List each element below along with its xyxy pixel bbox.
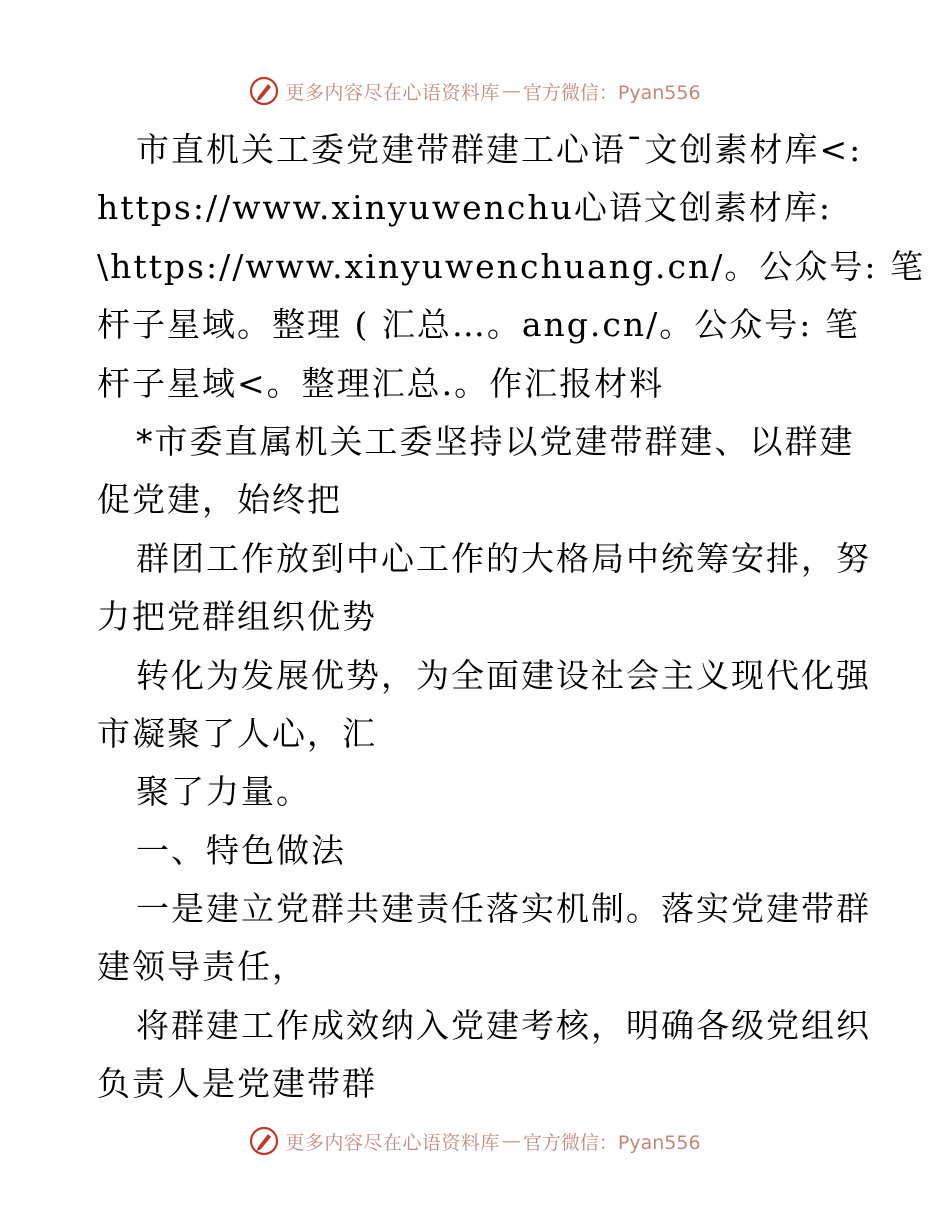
watermark-contact: 官方微信：Pyan556	[522, 81, 701, 104]
paragraph-line: *市委直属机关工委坚持以党建带群建、以群建	[136, 421, 855, 461]
paragraph-line: 将群建工作成效纳入党建考核，明确各级党组织	[136, 1005, 871, 1045]
paragraph-line: https://www.xinyuwenchu心语文创素材库:	[97, 188, 832, 228]
watermark-separator: —	[501, 1130, 521, 1152]
paragraph-line: 转化为发展优势，为全面建设社会主义现代化强	[136, 655, 871, 695]
paragraph-line: 负责人是党建带群	[97, 1064, 377, 1104]
paragraph-line: 建领导责任，	[97, 947, 307, 987]
watermark-separator: —	[501, 80, 521, 102]
watermark-text: 更多内容尽在心语资料库	[285, 1131, 500, 1154]
pen-nib-logo-icon	[249, 1126, 279, 1156]
footer-watermark	[0, 1124, 950, 1158]
header-watermark	[0, 74, 950, 108]
paragraph-line: 杆子星域。整理 ( 汇总…。ang.cn/。公众号: 笔	[97, 305, 860, 345]
paragraph-line: 杆子星域<。整理汇总.。作汇报材料	[97, 363, 665, 403]
paragraph-line: 促党建，始终把	[97, 480, 342, 520]
paragraph-line: 聚了力量。	[136, 772, 311, 812]
watermark-contact: 官方微信：Pyan556	[522, 1131, 701, 1154]
paragraph-line: 力把党群组织优势	[97, 597, 377, 637]
document-body	[97, 121, 925, 1114]
paragraph-line: 群团工作放到中心工作的大格局中统筹安排，努	[136, 538, 871, 578]
paragraph-line: 市直机关工委党建带群建工心语¯文创素材库<:	[136, 130, 863, 169]
pen-nib-logo-icon	[249, 76, 279, 106]
paragraph-line: 一是建立党群共建责任落实机制。落实党建带群	[136, 889, 871, 929]
paragraph-line: 市凝聚了人心，汇	[97, 713, 377, 753]
section-heading: 一、特色做法	[136, 830, 346, 870]
paragraph-line: \https://www.xinyuwenchuang.cn/。公众号: 笔	[97, 246, 925, 286]
watermark-text: 更多内容尽在心语资料库	[285, 81, 500, 104]
